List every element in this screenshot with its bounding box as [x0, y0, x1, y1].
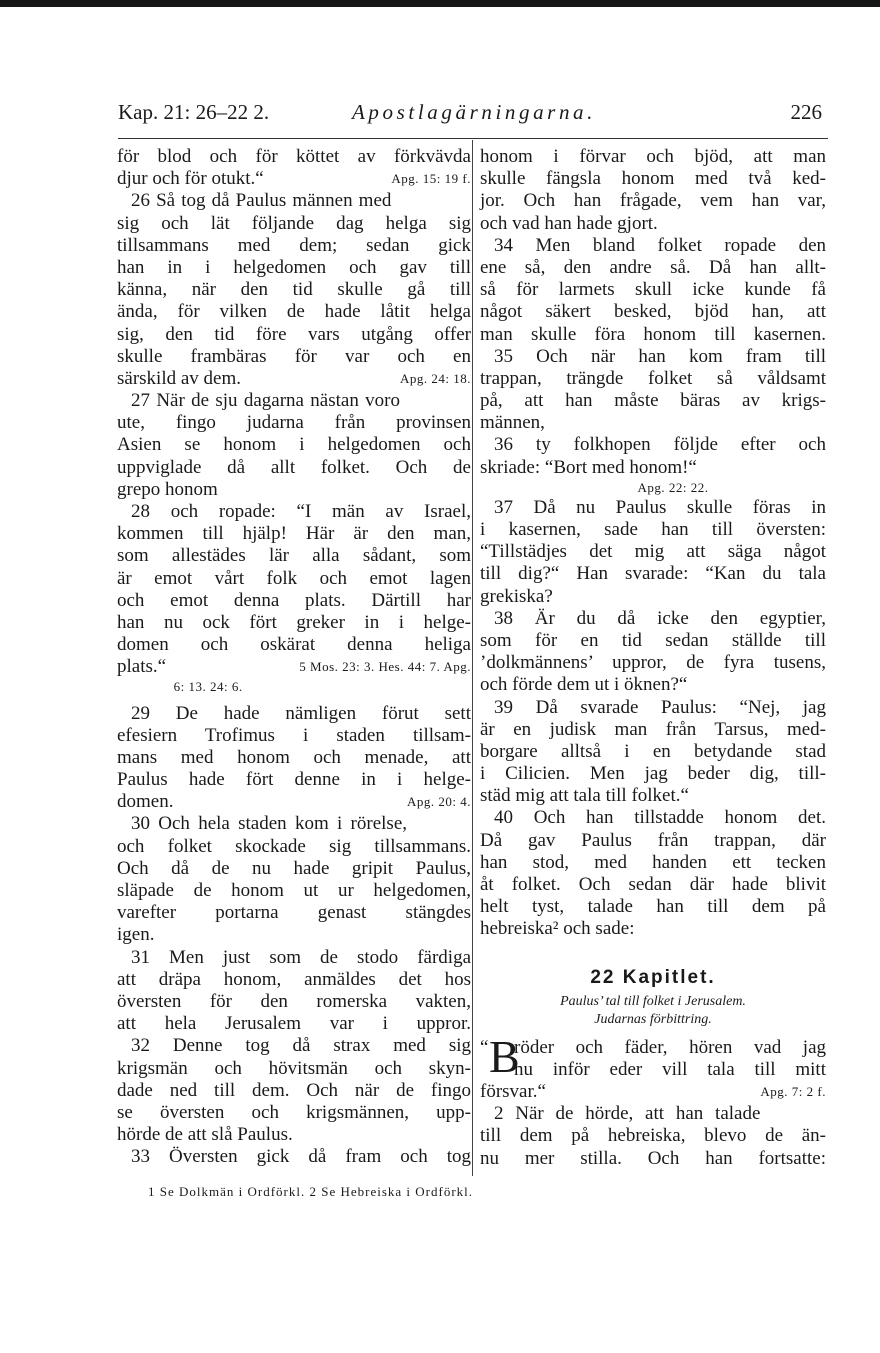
verse-start: 32 Denne tog då strax med sig [131, 1035, 471, 1057]
text-line: försvar.“ Apg. 7: 2 f. [480, 1080, 826, 1102]
text-line: att dräpa honom, anmäldes det hos [117, 968, 471, 990]
text-line: efesiern Trofimus i staden tillsam- [117, 724, 471, 746]
text-line: igen. [117, 924, 155, 946]
text-line: kommen till hjälp! Här är den man, [117, 523, 471, 545]
text-line: på, att han måste bäras av krigs- [480, 390, 826, 412]
verse-start: 27 När de sju dagarna nästan voro [131, 390, 400, 412]
text-line: åt folket. Och sedan där hade blivit [480, 874, 826, 895]
chapter-heading: 22 Kapitlet. [590, 966, 716, 988]
text-line: hörde de att slå Paulus. [117, 1124, 293, 1146]
verse-start: 31 Men just som de stodo färdiga [131, 946, 471, 968]
footnotes: 1 Se Dolkmän i Ordförkl. 2 Se Hebreiska i Ordförkl. [148, 1184, 474, 1199]
text-line: grekiska? [480, 585, 553, 607]
chapter-subtitle: Judarnas förbittring. [594, 1011, 712, 1027]
text-line: och vad han hade gjort. [480, 212, 658, 234]
verse-start: 26 Så tog då Paulus männen med [131, 190, 392, 212]
header-rule [118, 138, 828, 139]
text-line: till dig?“ Han svarade: “Kan du tala [480, 563, 826, 585]
text-line: släpade de honom ut ur helgedomen, [117, 880, 471, 901]
verse-start: 38 Är du då icke den egyptier, [494, 607, 826, 629]
verse-start: 36 ty folkhopen följde efter och [494, 434, 826, 456]
text-line: skriade: “Bort med honom!“ [480, 456, 697, 478]
verse-start: 30 Och hela staden kom i rörelse, [131, 813, 407, 835]
text-line: domen och oskärat denna heliga [117, 634, 471, 656]
text-line: nu mer stilla. Och han fortsatte: [480, 1147, 826, 1169]
text-line: för blod och för köttet av förkvävda [117, 146, 471, 167]
text-line: djur och för otukt.“ Apg. 15: 19 f. [117, 168, 471, 190]
text-line: och förde dem ut i öknen?“ [480, 674, 688, 696]
text-line: trappan, trängde folket så våldsamt [480, 367, 826, 389]
text-line: varefter portarna genast stängdes [117, 902, 471, 924]
text-line: Och då de nu hade gripit Paulus, [117, 857, 471, 879]
text-line: är emot vårt folk och emot lagen [117, 567, 471, 589]
text-line: se översten och krigsmännen, upp- [117, 1101, 471, 1123]
text-line: krigsmän och hövitsmän och skyn- [117, 1057, 471, 1079]
text-line: att hela Jerusalem var i uppror. [117, 1013, 471, 1035]
text-line: så för larmets skull icke kunde få [480, 279, 826, 301]
text-line: uppviglade då allt folket. Och de [117, 456, 471, 478]
text-line: honom i förvar och bjöd, att man [480, 146, 826, 167]
text-line: hebreiska² och sade: [480, 918, 635, 940]
text-line: känna, när den tid skulle gå till [117, 279, 471, 301]
text-line: nu inför eder vill tala till mitt [514, 1058, 826, 1080]
verse-start: 39 Då svarade Paulus: “Nej, jag [494, 696, 826, 718]
text-line: dade ned till dem. Och när de fingo [117, 1079, 471, 1101]
text-line: domen. Apg. 20: 4. [117, 791, 471, 813]
cross-reference: Apg. 15: 19 f. [391, 171, 471, 187]
text-line: särskild av dem. Apg. 24: 18. [117, 367, 471, 389]
cross-reference: Apg. 22: 22. [637, 479, 709, 495]
cross-reference: Apg. 20: 4. [407, 794, 471, 810]
chapter-range: Kap. 21: 26–22 2. [118, 100, 270, 124]
text-line: ’dolkmännens’ uppror, de fyra tusens, [480, 652, 826, 674]
text-line: och folket skockade sig tillsammans. [117, 835, 471, 857]
page-number: 226 [790, 100, 822, 124]
text-line: Då gav Paulus från trappan, där [480, 829, 826, 851]
text-line: är en judisk man från Tarsus, med- [480, 718, 826, 740]
text-line: “ B röder och fäder, hören vad jag [480, 1030, 826, 1082]
top-border [0, 0, 880, 7]
text-line: borgare alltså i en betydande stad [480, 740, 826, 762]
text-line: man skulle föra honom till kasernen. [480, 323, 826, 345]
column-divider [472, 140, 473, 1176]
text-line: ute, fingo judarna från provinsen [117, 412, 471, 434]
open-quote: “ [480, 1036, 489, 1058]
cross-reference: 6: 13. 24: 6. [173, 678, 243, 694]
book-title: Apostlagärningarna. [352, 100, 596, 124]
verse-start: 28 och ropade: “I män av Israel, [131, 501, 471, 522]
verse-start: 35 Och när han kom fram till [494, 345, 826, 367]
chapter-subtitle: Paulus’ tal till folket i Jerusalem. [560, 993, 746, 1009]
page-header [118, 100, 828, 132]
text-line: till dem på hebreiska, blevo de än- [480, 1125, 826, 1147]
text-line: han stod, med handen ett tecken [480, 851, 826, 873]
text-line: Paulus hade fört denne in i helge- [117, 769, 471, 791]
text-line: och emot denna plats. Därtill har [117, 589, 471, 611]
text-line: han in i helgedomen och gav till [117, 256, 471, 278]
text-line: “Tillstädjes det mig att säga något [480, 541, 826, 563]
text-line: jor. Och han frågade, vem han var, [480, 190, 826, 212]
text-line: städ mig att tala till folket.“ [480, 785, 689, 807]
text-line: han nu ock fört greker in i helge- [117, 611, 471, 633]
verse-start: 34 Men bland folket ropade den [494, 234, 826, 256]
verse-start: 2 När de hörde, att han talade [494, 1103, 761, 1125]
verse-start: 33 Översten gick då fram och tog [131, 1146, 471, 1168]
text-line: sig och lät följande dag helga sig [117, 212, 471, 234]
text-line: ända, för vilken de hade låtit helga [117, 301, 471, 323]
drop-cap: B [489, 1030, 520, 1082]
text-line: grepo honom [117, 478, 218, 500]
cross-reference: Apg. 24: 18. [400, 370, 471, 386]
text-line: något säkert besked, bjöd han, att [480, 301, 826, 323]
verse-start: 29 De hade nämligen förut sett [131, 702, 471, 724]
cross-reference: Apg. 7: 2 f. [760, 1083, 826, 1099]
text-line: Asien se honom i helgedomen och [117, 434, 471, 456]
text-line: tillsammans med dem; sedan gick [117, 234, 471, 256]
text-line: som allestädes lär alla sådant, som [117, 545, 471, 567]
cross-reference: 5 Mos. 23: 3. Hes. 44: 7. Apg. [299, 659, 471, 675]
right-column [480, 146, 826, 1170]
text-line: sig, den tid före vars utgång offer [117, 323, 471, 345]
verse-start: 40 Och han tillstadde honom det. [494, 807, 826, 829]
text-line: skulle frambäras för var och en [117, 345, 471, 367]
verse-start: 37 Då nu Paulus skulle föras in [494, 496, 826, 518]
text-line: ene så, den andre så. Då han allt- [480, 256, 826, 278]
text-line: som för en tid sedan ställde till [480, 629, 826, 651]
text-line: i kasernen, sade han till översten: [480, 519, 826, 540]
chapter-opening [480, 1030, 826, 1170]
text-line: mans med honom och menade, att [117, 746, 471, 768]
text-line: männen, [480, 412, 545, 434]
text-line: översten för den romerska vakten, [117, 990, 471, 1012]
left-column [117, 146, 471, 1168]
text-line: skulle fängsla honom med två ked- [480, 168, 826, 190]
text-line: plats.“ 5 Mos. 23: 3. Hes. 44: 7. Apg. [117, 656, 471, 678]
text-line: i Cilicien. Men jag beder dig, till- [480, 763, 826, 785]
text-line: helt tyst, talade han till dem på [480, 896, 826, 918]
